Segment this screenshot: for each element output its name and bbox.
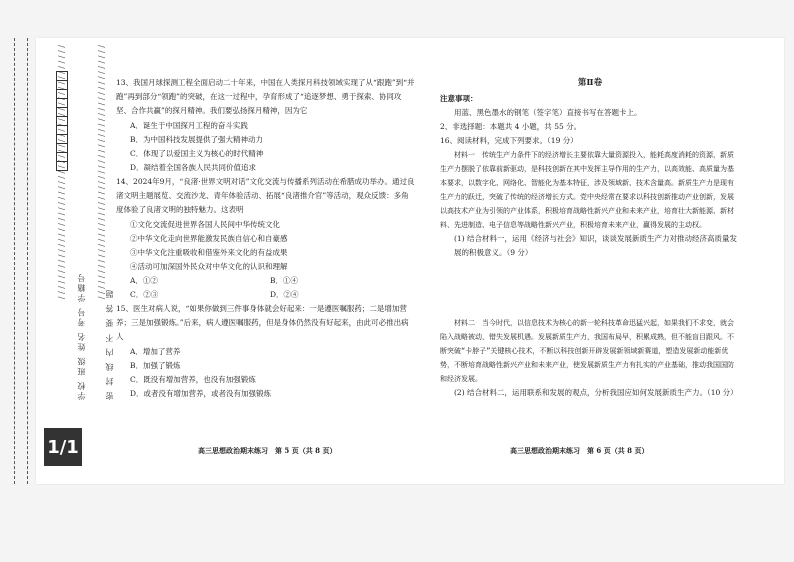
section-title: 第Ⅱ卷 bbox=[577, 78, 603, 88]
q13-option-a: A．诞生于中国探月工程的奋斗实践 bbox=[130, 121, 248, 130]
q14-option-b: B．①④ bbox=[270, 276, 299, 285]
right-page bbox=[440, 76, 740, 400]
material-1: 材料一 传统生产力条件下的经济增长主要依靠大量资源投入，能耗高度消耗的资源，新质生产力摆脱了依靠前新驱动，是科技创新在其中发挥主导作用的生产力，以高效能、高质量为基本要求，以数字化、网络化、智能化为基本特征，涉及领域新、技术含量高。新质生产力是现有生产力的跃迁，突破了传统的经济增长方式。党中央经常在要求以科技创新推动产业创新，发展以高技术产业为引领的产业体系，积极培育战略性新兴产业和未来产业，培育壮大新能源、新材料、先进制造、电子信息等战略性新兴产业，积极培育未来产业，赢得发展的主动权。 bbox=[440, 151, 734, 229]
note-2: 2、非选择题：本题共 4 小题，共 55 分。 bbox=[440, 122, 582, 131]
q14-option-c: C．②③ bbox=[130, 290, 159, 299]
question-14-stem: 14、2024年9月，“良渚·世界文明对话”文化交流与传播系列活动在希腊成功举办。通过良渚文明主题展览、交流沙龙、青年体验活动、拓展“良渚推介官”等活动，观众反馈：多角度体验了良渚文明的独特魅力。这表明 bbox=[116, 177, 415, 214]
material-2: 材料二 当今时代，以信息技术为核心的新一轮科技革命迅猛兴起，如果我们不求变，就会陷入战略被动，错失发展机遇。发展新质生产力，我国布局早，积累成熟，但不能盲目跟风。不断突破“卡脖子”关键核心技术，不断以科技创新开辟发展新领域新赛道，塑造发展新动能新优势，不断培育战略性新兴产业和未来产业，使发展新质生产力有扎实的产业基础，推动我国国防和经济发展。 bbox=[440, 319, 734, 383]
q15-option-c: C．既没有增加营养，也没有加强锻炼 bbox=[130, 375, 256, 384]
answer-space-1 bbox=[440, 260, 740, 316]
q14-option-d: D．②④ bbox=[270, 290, 299, 299]
q15-option-d: D．或者没有增加营养，或者没有加强锻炼 bbox=[130, 389, 272, 398]
q16-part-2: (2) 结合材料二，运用联系和发展的观点，分析我国应如何发展新质生产力。（10 分） bbox=[454, 388, 738, 397]
q13-option-c: C．体现了以爱国主义为核心的时代精神 bbox=[130, 149, 264, 158]
q15-option-a: A．增加了营养 bbox=[130, 347, 181, 356]
q13-option-b: B．为中国科技发展提供了强大精神动力 bbox=[130, 135, 264, 144]
notes-title: 注意事项： bbox=[440, 94, 478, 103]
question-16-stem: 16、阅读材料，完成下列要求。（19 分） bbox=[440, 136, 578, 145]
q14-option-a: A．①② bbox=[130, 276, 158, 285]
left-footer: 高三思想政治期末练习 第 5 页（共 8 页） bbox=[198, 446, 337, 455]
q14-item-3: ③中华文化注重吸收和借鉴外来文化的有益成果 bbox=[130, 248, 288, 257]
page-tag[interactable]: 1/1 bbox=[44, 428, 82, 466]
slash-margin-outer: / / / / / / / / / / / / / / / / / / / / / / / / / / / / / / / / / / / / / / / / / / / / / / / / / bbox=[57, 45, 66, 300]
q14-item-1: ①文化交流促进世界各国人民间中华传统文化 bbox=[130, 220, 280, 229]
q15-option-b: B．加强了锻炼 bbox=[130, 361, 181, 370]
note-1: 用蓝、黑色墨水的钢笔（签字笔）直接书写在答题卡上。 bbox=[454, 108, 642, 117]
seal-line-text: 密 封 线 内 不 要 答 题 bbox=[105, 288, 114, 400]
q14-item-2: ②中华文化走向世界能激发民族自信心和自豪感 bbox=[130, 234, 288, 243]
q14-item-4: ④活动可加深国外民众对中华文化的认识和理解 bbox=[130, 262, 288, 271]
q13-option-d: D．凝结着全国各族人民共同价值追求 bbox=[130, 163, 257, 172]
question-15-stem: 15、医生对病人说，“如果你做到三件事身体就会好起来：一是遵医嘱服药；二是增加营养；三是加强锻炼。”后来，病人遵医嘱服药，但是身体仍然没有好起来，由此可必推出病人 bbox=[116, 304, 409, 341]
question-13-stem: 13、我国月球探测工程全面启动二十年来，中国在人类探月科技领域实现了从“跟跑”到“并跑”再到部分“领跑”的突破，在这一过程中，孕育形成了“追逐梦想、勇于探索、协同攻坚、合作共赢”的探月精神。我们要弘扬探月精神，因为它 bbox=[116, 78, 415, 115]
binding-strip bbox=[6, 38, 34, 484]
q16-part-1: (1) 结合材料一，运用《经济与社会》知识，谈谈发展新质生产力对推动经济高质量发展的积极意义。（9 分） bbox=[454, 234, 738, 257]
cut-line bbox=[14, 38, 28, 484]
slash-margin-inner: / / / / / / / / / / / / / / / / / / / / / / / / / / / / / / / / / / / / / / / / / / / / / / / / / bbox=[97, 45, 106, 300]
student-info-labels: 学校 班级 姓名 考号 学籍号 bbox=[77, 271, 86, 400]
q14-options-row1 bbox=[116, 274, 416, 288]
left-page bbox=[116, 76, 416, 401]
right-footer: 高三思想政治期末练习 第 6 页（共 8 页） bbox=[510, 446, 649, 455]
exam-number-grid bbox=[56, 72, 66, 171]
q14-options-row2 bbox=[116, 288, 416, 302]
